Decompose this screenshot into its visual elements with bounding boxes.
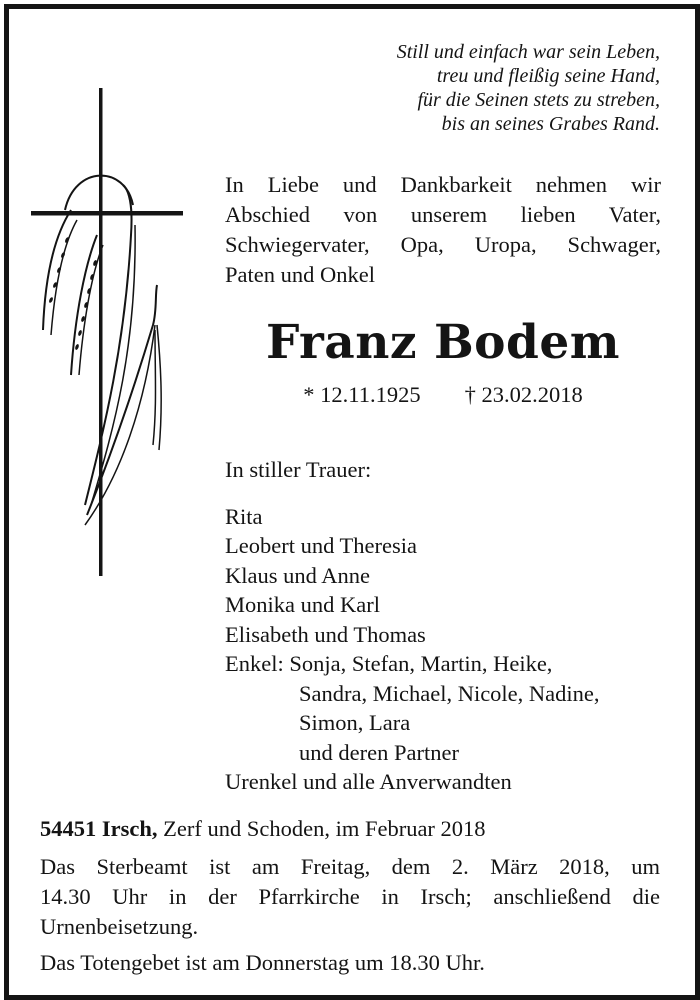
death-date: † 23.02.2018 (464, 382, 583, 407)
grandchildren-line: und deren Partner (299, 739, 459, 765)
mourner-name: Rita (225, 503, 263, 529)
intro-text (225, 170, 661, 290)
poem (397, 40, 660, 136)
location-rest: Zerf und Schoden, im Februar 2018 (163, 816, 486, 841)
mourner-name: Monika und Karl (225, 592, 380, 617)
grandchildren-line: Simon, Lara (299, 710, 411, 735)
intro-line: Abschied von unserem lieben Vater, (225, 202, 661, 227)
intro-line: Paten und Onkel (225, 262, 375, 287)
intro-line: In Liebe und Dankbarkeit nehmen wir (225, 172, 661, 197)
poem-line: treu und fleißig seine Hand, (436, 65, 660, 87)
poem-line: bis an seines Grabes Rand. (441, 113, 660, 135)
mourners-closing: Urenkel und alle Anverwandten (225, 769, 512, 794)
location-place: 54451 Irsch, (40, 816, 158, 841)
mourners-list (225, 455, 600, 797)
poem-line: für die Seinen stets zu streben, (417, 89, 660, 111)
cross-with-grain-icon (25, 85, 195, 580)
grandchildren-line: Sandra, Michael, Nicole, Nadine, (299, 680, 600, 706)
location-line (40, 814, 660, 844)
mourner-name: Elisabeth und Thomas (225, 621, 426, 647)
birth-date: * 12.11.1925 (303, 382, 421, 407)
mourner-name: Klaus und Anne (225, 562, 370, 588)
deceased-name: Franz Bodem (265, 315, 621, 370)
mourner-name: Leobert und Theresia (225, 533, 418, 558)
mourners-heading: In stiller Trauer: (225, 457, 372, 482)
poem-line: Still und einfach war sein Leben, (396, 41, 660, 63)
service-info (40, 852, 660, 942)
life-dates (225, 380, 661, 410)
grandchildren-line: Enkel: Sonja, Stefan, Martin, Heike, (225, 651, 553, 676)
service-line: Das Sterbeamt ist am Freitag, dem 2. März 2018, um (40, 854, 660, 879)
prayer-info: Das Totengebet ist am Donnerstag um 18.30 Uhr. (40, 950, 485, 975)
intro-line: Schwiegervater, Opa, Uropa, Schwager, (225, 232, 661, 257)
service-line: Urnenbeisetzung. (40, 914, 199, 939)
service-line: 14.30 Uhr in der Pfarrkirche in Irsch; anschließend die (40, 884, 660, 909)
